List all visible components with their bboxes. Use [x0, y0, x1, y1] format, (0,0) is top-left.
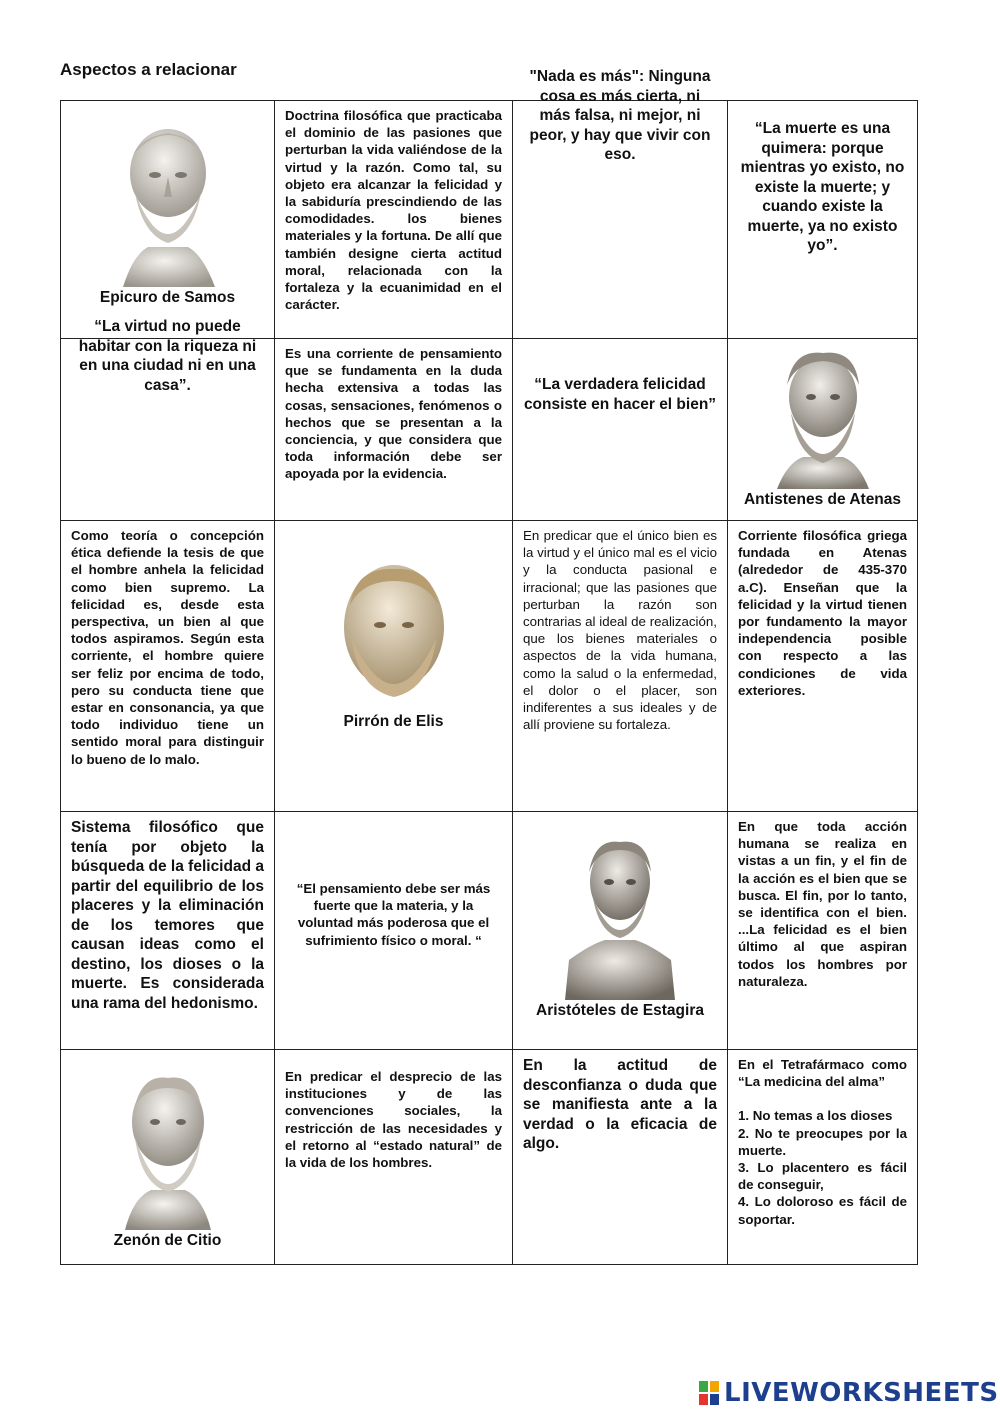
philosopher-name: Zenón de Citio [113, 1232, 222, 1249]
card-antistenes[interactable] [728, 339, 918, 521]
card-description[interactable]: Corriente filosófica griega fundada en Atenas (alrededor de 435-370 a.C). Enseñan que la felicidad y la virtud tienen por fundamento la mayor independencia posible con respecto a las condiciones de vida exteriores. [728, 521, 918, 812]
list-item: 1. No temas a los dioses [738, 1108, 893, 1124]
table-row [61, 1050, 918, 1265]
page-title: Aspectos a relacionar [60, 60, 237, 79]
antistenes-bust-icon [763, 345, 883, 489]
card-epicuro[interactable] [61, 101, 275, 339]
card-quote[interactable]: “La verdadera felicidad consiste en hacer el bien” [513, 339, 728, 521]
table-row [61, 339, 918, 521]
card-quote[interactable]: "Nada es más": Ninguna cosa es más cierta, ni más falsa, ni mejor, ni peor, y hay que vivir con eso. [513, 101, 728, 339]
list-item: 2. No te preocupes por la muerte. [738, 1125, 907, 1158]
card-aristoteles[interactable] [513, 812, 728, 1050]
liveworksheets-watermark [698, 1377, 999, 1409]
table-row [61, 101, 918, 339]
liveworksheets-logo-icon [698, 1380, 720, 1406]
list-item: 3. Lo placentero es fácil de conseguir, [738, 1160, 907, 1193]
card-description[interactable]: En predicar el desprecio de las instituciones y de las convenciones sociales, la restricción de las necesidades y el retorno al “estado natural” de la vida de los hombres. [275, 1050, 513, 1265]
card-description[interactable]: En el Tetrafármaco como “La medicina del alma” 1. No temas a los dioses 2. No te preocupes por la muerte. 3. Lo placentero es fácil de conseguir, 4. Lo doloroso es fácil de soportar. [728, 1050, 918, 1265]
card-description[interactable]: Doctrina filosófica que practicaba el dominio de las pasiones que perturban la vida valiéndose de la virtud y la razón. Como tal, su objeto era alcanzar la felicidad y la sabiduría prescindiendo de las comodidades. los bienes materiales y la fortuna. De allí que también designe cierta actitud moral, relacionada con la fortaleza y la ecuanimidad en el carácter. [275, 101, 513, 339]
list-item: 4. Lo doloroso es fácil de soportar. [738, 1194, 907, 1227]
card-description[interactable]: En que toda acción humana se realiza en vistas a un fin, y el fin de la acción es el bien que se busca. El fin, por lo tanto, se identifica con el bien. ...La felicidad es el bien último al que aspiran todos los hombres por naturaleza. [728, 812, 918, 1050]
aristoteles-bust-icon [561, 832, 679, 1000]
epicuro-bust-icon [103, 115, 233, 287]
philosopher-name: Pirrón de Elis [343, 713, 444, 730]
zenon-bust-icon [107, 1066, 229, 1230]
table-row [61, 521, 918, 812]
pirron-bust-icon [332, 561, 456, 711]
table-row [61, 812, 918, 1050]
card-description[interactable]: En predicar que el único bien es la virtud y el único mal es el vicio y la conducta pasional e irracional; que las pasiones que perturban la razón son contrarias al ideal de realización, que los bienes materiales o aspectos de la vida humana, como la salud o la enfermedad, el dolor o el placer, son indiferentes a sus ideales y de allí proviene su fortaleza. [513, 521, 728, 812]
card-pirron[interactable] [275, 521, 513, 812]
card-zenon[interactable] [61, 1050, 275, 1265]
philosopher-name: Antistenes de Atenas [743, 491, 902, 508]
tetrafarmaco-list [738, 1107, 907, 1227]
philosopher-name: Epicuro de Samos [99, 289, 236, 306]
card-description[interactable]: Como teoría o concepción ética defiende la tesis de que el hombre anhela la felicidad como bien supremo. La felicidad es, desde esta perspectiva, un bien al que todos aspiramos. Según esta corriente, el hombre quiere ser feliz por encima de todo, pero su conducta tiene que estar en consonancia, ya que todo individuo tiene un sentido moral para distinguir lo bueno de lo malo. [61, 521, 275, 812]
card-quote[interactable]: “El pensamiento debe ser más fuerte que la materia, y la voluntad más poderosa que el sufrimiento físico o moral. “ [275, 812, 513, 1050]
card-quote[interactable]: “La muerte es una quimera: porque mientras yo existo, no existe la muerte; y cuando existe la muerte, ya no existo yo”. [728, 101, 918, 339]
philosopher-name: Aristóteles de Estagira [536, 1002, 704, 1019]
watermark-text: LIVEWORKSHEETS [724, 1378, 999, 1408]
card-description[interactable]: Sistema filosófico que tenía por objeto la búsqueda de la felicidad a partir del equilibrio de los placeres y la eliminación de los temores que causan ideas como el destino, los dioses o la muerte. Es considerada una rama del hedonismo. [61, 812, 275, 1050]
card-description[interactable]: En la actitud de desconfianza o duda que se manifiesta ante a la verdad o la eficacia de algo. [513, 1050, 728, 1265]
card-description[interactable]: Es una corriente de pensamiento que se fundamenta en la duda hecha extensiva a todas las cosas, sensaciones, fenómenos o hechos que se presentan a la conciencia, y que considera que toda información debe ser apoyada por la evidencia. [275, 339, 513, 521]
card-quote[interactable]: “La virtud no puede habitar con la riqueza ni en una ciudad ni en una casa”. [61, 339, 275, 521]
